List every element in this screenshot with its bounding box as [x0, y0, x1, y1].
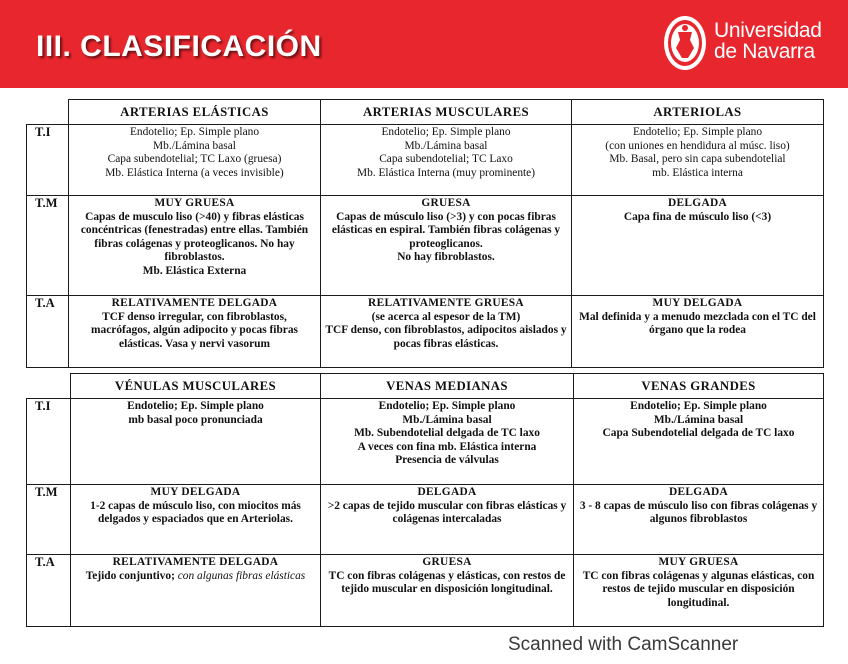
cell-line: mb basal poco pronunciada: [128, 413, 263, 426]
cell-line: mb. Elástica interna: [652, 166, 743, 179]
scanner-watermark: Scanned with CamScanner: [508, 634, 739, 655]
cell-heading: MUY GRUESA: [154, 197, 235, 209]
cell-heading: RELATIVAMENTE GRUESA: [368, 297, 524, 309]
cell-line: Capa subendotelial; TC Laxo: [379, 153, 513, 166]
table-cell: [572, 296, 824, 368]
table-cell: [321, 399, 574, 485]
table-cell: [574, 399, 824, 485]
table-corner: [27, 374, 71, 399]
table-corner: [27, 100, 69, 125]
cell-line: Mb. Elástica Externa: [142, 264, 247, 277]
cell-heading: DELGADA: [417, 486, 477, 498]
cell-heading: MUY DELGADA: [150, 486, 241, 498]
cell-heading: RELATIVAMENTE DELGADA: [111, 297, 278, 309]
table-cell: [71, 485, 321, 555]
cell-heading: RELATIVAMENTE DELGADA: [112, 556, 279, 568]
cell-line: Endotelio; Ep. Simple plano: [378, 400, 516, 412]
scan-margin: [0, 88, 848, 98]
column-header: ARTERIAS MUSCULARES: [321, 100, 572, 125]
cell-line: (con uniones en hendidura al músc. liso): [605, 139, 790, 152]
table-row: [27, 296, 824, 368]
cell-line: Mb./Lámina basal: [404, 139, 488, 152]
cell-line: Capa subendotelial; TC Laxo (gruesa): [107, 153, 282, 166]
table-cell: [71, 399, 321, 485]
cell-line-italic: con algunas fibras elásticas: [177, 569, 306, 582]
cell-line: >2 capas de tejido muscular con fibras elásticas y colágenas intercaladas: [327, 499, 567, 526]
table-cell: [69, 125, 321, 196]
table-cell: [321, 555, 574, 627]
table-row: [27, 399, 824, 485]
cell-line: Endotelio; Ep. Simple plano: [630, 400, 767, 412]
cell-line: TCF denso irregular, con fibroblastos, macrófagos, algún adipocito y pocas fibras elásticas. Vasa y nervi vasorum: [91, 310, 298, 350]
slide-title: III. CLASIFICACIÓN: [36, 30, 322, 63]
cell-line: TCF denso, con fibroblastos, adipocitos aislados y pocas fibras elásticas.: [325, 324, 567, 350]
cell-line: Capa Subendotelial delgada de TC laxo: [602, 427, 795, 440]
university-name-line2: de Navarra: [714, 40, 815, 63]
cell-line: Presencia de válvulas: [395, 454, 499, 467]
row-label: T.I: [27, 125, 69, 196]
table-row: [27, 485, 824, 555]
cell-line: Mb. Elástica Interna (a veces invisible): [105, 166, 284, 179]
column-header: VENAS GRANDES: [574, 374, 824, 399]
cell-line: Endotelio; Ep. Simple plano: [381, 126, 511, 138]
title-banner: [0, 0, 848, 88]
cell-line: Mb. Subendotelial delgada de TC laxo: [354, 427, 540, 440]
table-row: [27, 125, 824, 196]
cell-heading: GRUESA: [421, 197, 471, 209]
column-header: VENAS MEDIANAS: [321, 374, 574, 399]
column-header: ARTERIOLAS: [572, 100, 824, 125]
veins-classification-table: [26, 373, 824, 627]
cell-heading: MUY DELGADA: [652, 297, 743, 309]
column-header: VÉNULAS MUSCULARES: [71, 374, 321, 399]
table-cell: [574, 555, 824, 627]
cell-heading: DELGADA: [668, 486, 729, 498]
row-label: T.M: [27, 485, 71, 555]
cell-line: Endotelio; Ep. Simple plano: [632, 126, 763, 138]
table-cell: [321, 196, 572, 296]
cell-heading: MUY GRUESA: [658, 556, 739, 568]
cell-line: Mb. Basal, pero sin capa subendotelial: [609, 153, 786, 166]
cell-line: Capas de músculo liso (>3) y con pocas fibras elásticas en espiral. También fibras colágenas y proteoglicanos.: [331, 210, 561, 250]
cell-heading: DELGADA: [667, 197, 728, 209]
arteries-classification-table: [26, 99, 824, 368]
table-row: [27, 196, 824, 296]
table-cell: [321, 485, 574, 555]
cell-line: Endotelio; Ep. Simple plano: [129, 126, 260, 138]
column-header: ARTERIAS ELÁSTICAS: [69, 100, 321, 125]
table-row: [27, 555, 824, 627]
cell-line: (se acerca al espesor de la TM): [371, 310, 521, 323]
cell-line: Mb./Lámina basal: [153, 139, 236, 152]
cell-line: Mal definida y a menudo mezclada con el TC del órgano que la rodea: [579, 310, 816, 337]
cell-line: Mb. Elástica Interna (muy prominente): [356, 166, 536, 179]
cell-line: Mb./Lámina basal: [402, 413, 492, 426]
cell-line: Mb./Lámina basal: [653, 413, 744, 426]
row-label: T.A: [27, 555, 71, 627]
cell-line: Capas de musculo liso (>40) y fibras elásticas concéntricas (fenestradas) entre ellas. También fibras colágenas y proteoglicanos. No hay fibroblastos.: [80, 210, 309, 264]
university-name-line1: Universidad: [714, 19, 822, 42]
table-cell: [321, 125, 572, 196]
cell-line: Endotelio; Ep. Simple plano: [127, 400, 264, 412]
table-cell: [71, 555, 321, 627]
table-cell: [574, 485, 824, 555]
cell-line: A veces con fina mb. Elástica interna: [357, 440, 537, 453]
cell-line: TC con fibras colágenas y algunas elásticas, con restos de tejido muscular en disposición longitudinal.: [582, 569, 815, 609]
cell-line: No hay fibroblastos.: [397, 251, 495, 264]
table-cell: [572, 196, 824, 296]
table-cell: [572, 125, 824, 196]
cell-line: Tejido conjuntivo;: [85, 569, 175, 582]
table-cell: [69, 296, 321, 368]
row-label: T.I: [27, 399, 71, 485]
row-label: T.M: [27, 196, 69, 296]
cell-heading: GRUESA: [422, 556, 472, 568]
cell-line: 3 - 8 capas de músculo liso con fibras colágenas y algunos fibroblastos: [579, 499, 818, 526]
cell-line: Capa fina de músculo liso (<3): [623, 210, 772, 223]
cell-line: 1-2 capas de músculo liso, con miocitos más delgados y espaciados que en Arteriolas.: [90, 499, 301, 526]
cell-line: TC con fibras colágenas y elásticas, con restos de tejido muscular en disposición longitudinal.: [328, 569, 566, 596]
table-cell: [69, 196, 321, 296]
university-seal-logo: [662, 14, 708, 72]
university-name: [714, 20, 822, 62]
table-cell: [321, 296, 572, 368]
row-label: T.A: [27, 296, 69, 368]
